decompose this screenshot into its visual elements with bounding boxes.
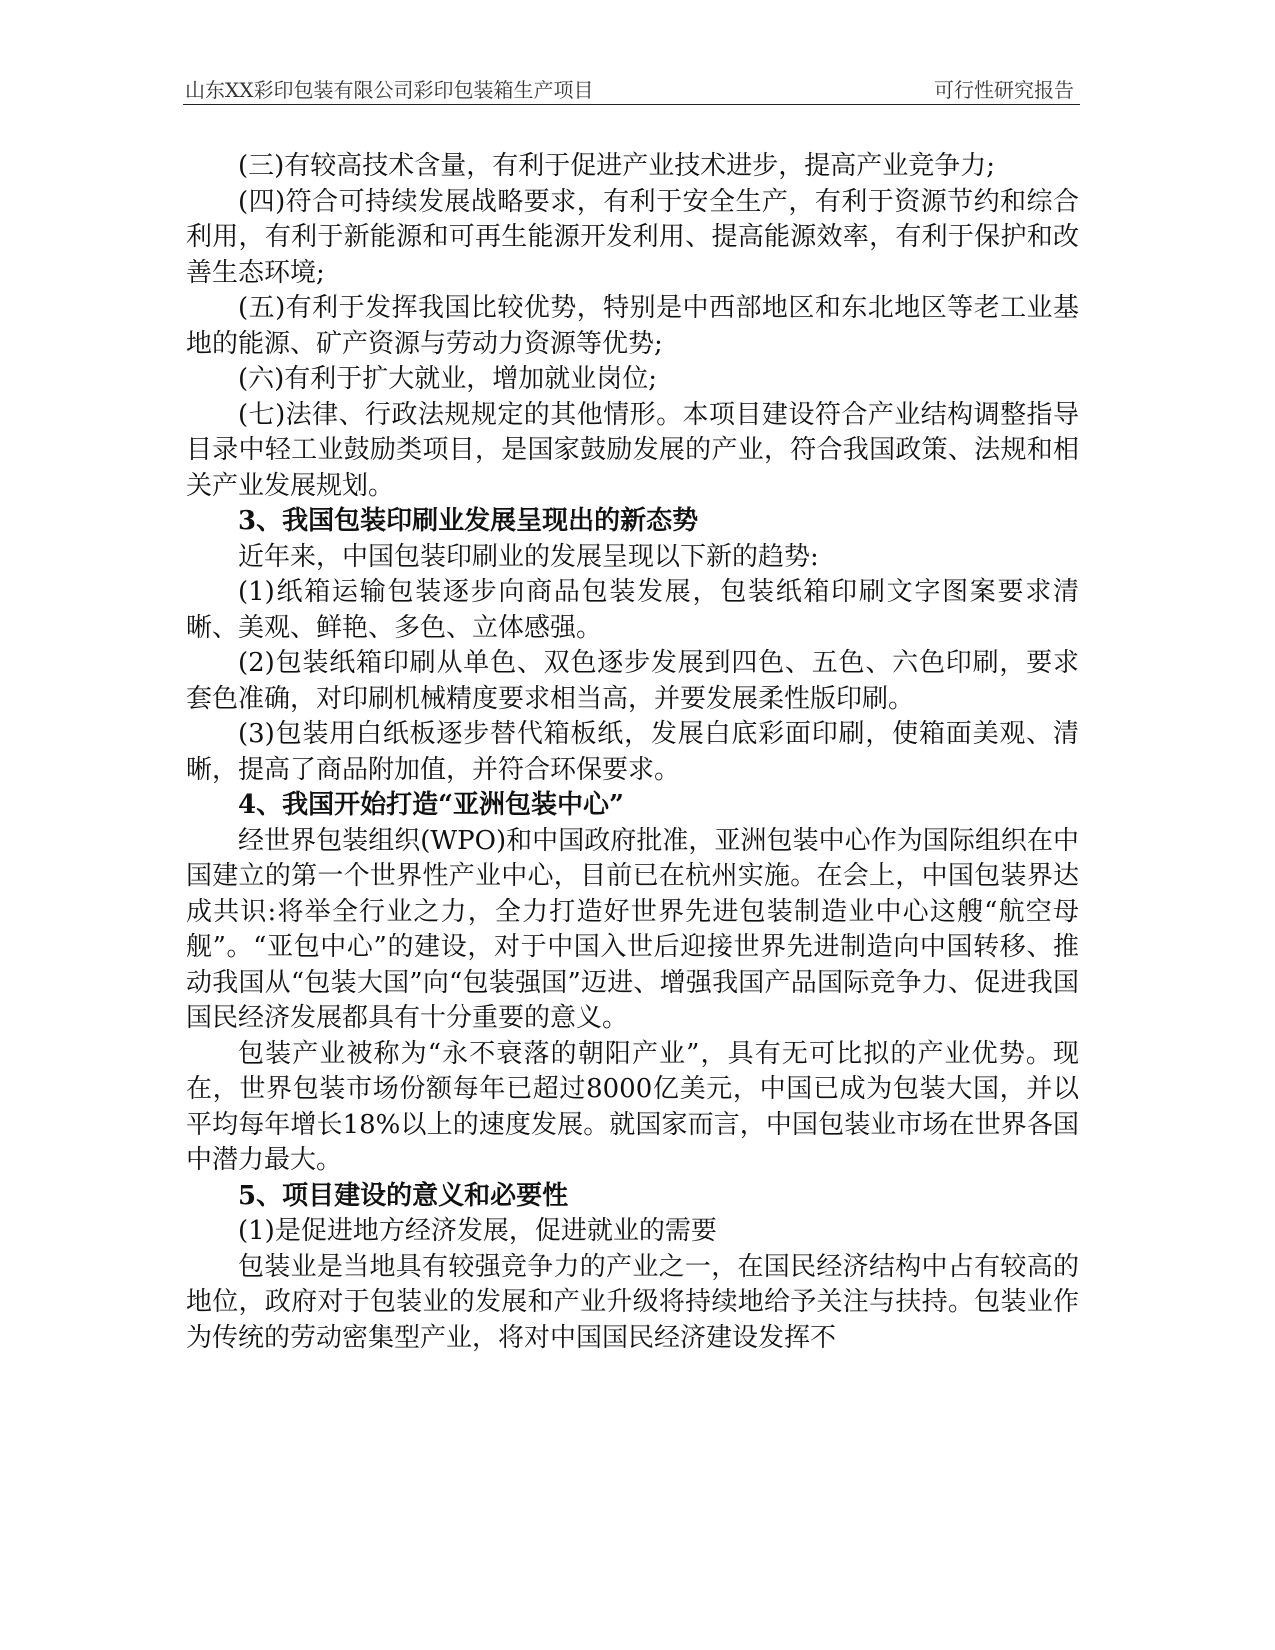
- body-paragraph: (3)包装用白纸板逐步替代箱板纸，发展白底彩面印刷，使箱面美观、清晰，提高了商品附加值，并符合环保要求。: [186, 719, 1079, 785]
- body-paragraph: (五)有利于发挥我国比较优势，特别是中西部地区和东北地区等老工业基地的能源、矿产资源与劳动力资源等优势;: [186, 293, 1079, 359]
- body-paragraph: 包装产业被称为“永不衰落的朝阳产业”，具有无可比拟的产业优势。现在，世界包装市场份额每年已超过8000亿美元，中国已成为包装大国，并以平均每年增长18%以上的速度发展。就国家而言，中国包装业市场在世界各国中潜力最大。: [186, 1038, 1079, 1175]
- header-project-title: 山东XX彩印包装有限公司彩印包装箱生产项目: [185, 78, 594, 102]
- header-report-type: 可行性研究报告: [934, 78, 1074, 102]
- body-paragraph: 经世界包装组织(WPO)和中国政府批准，亚洲包装中心作为国际组织在中国建立的第一个世界性产业中心，目前已在杭州实施。在会上，中国包装界达成共识:将举全行业之力，全力打造好世界先进包装制造业中心这艘“航空母舰”。“亚包中心”的建设，对于中国入世后迎接世界先进制造向中国转移、推动我国从“包装大国”向“包装强国”迈进、增强我国产品国际竞争力、促进我国国民经济发展都具有十分重要的意义。: [186, 825, 1079, 1033]
- body-paragraph: (2)包装纸箱印刷从单色、双色逐步发展到四色、五色、六色印刷，要求套色准确，对印刷机械精度要求相当高，并要发展柔性版印刷。: [186, 648, 1079, 714]
- document-body: [186, 149, 1079, 1356]
- body-paragraph: (1)是促进地方经济发展，促进就业的需要: [238, 1216, 717, 1246]
- body-paragraph: 包装业是当地具有较强竞争力的产业之一，在国民经济结构中占有较高的地位，政府对于包装业的发展和产业升级将持续地给予关注与扶持。包装业作为传统的劳动密集型产业，将对中国国民经济建设发挥不: [186, 1251, 1079, 1353]
- section-heading: 4、我国开始打造“亚洲包装中心”: [238, 790, 625, 820]
- section-heading: 3、我国包装印刷业发展呈现出的新态势: [238, 506, 699, 536]
- body-paragraph: (四)符合可持续发展战略要求，有利于安全生产，有利于资源节约和综合利用，有利于新能源和可再生能源开发利用、提高能源效率，有利于保护和改善生态环境;: [186, 186, 1079, 288]
- body-paragraph: (六)有利于扩大就业，增加就业岗位;: [238, 364, 658, 394]
- body-paragraph: 近年来，中国包装印刷业的发展呈现以下新的趋势:: [238, 541, 819, 572]
- body-paragraph: (三)有较高技术含量，有利于促进产业技术进步，提高产业竞争力;: [238, 151, 996, 181]
- page-header: [183, 72, 1080, 105]
- body-paragraph: (七)法律、行政法规规定的其他情形。本项目建设符合产业结构调整指导目录中轻工业鼓励类项目，是国家鼓励发展的产业，符合我国政策、法规和相关产业发展规划。: [186, 399, 1079, 501]
- body-paragraph: (1)纸箱运输包装逐步向商品包装发展，包装纸箱印刷文字图案要求清晰、美观、鲜艳、多色、立体感强。: [186, 577, 1079, 643]
- section-heading: 5、项目建设的意义和必要性: [238, 1180, 569, 1211]
